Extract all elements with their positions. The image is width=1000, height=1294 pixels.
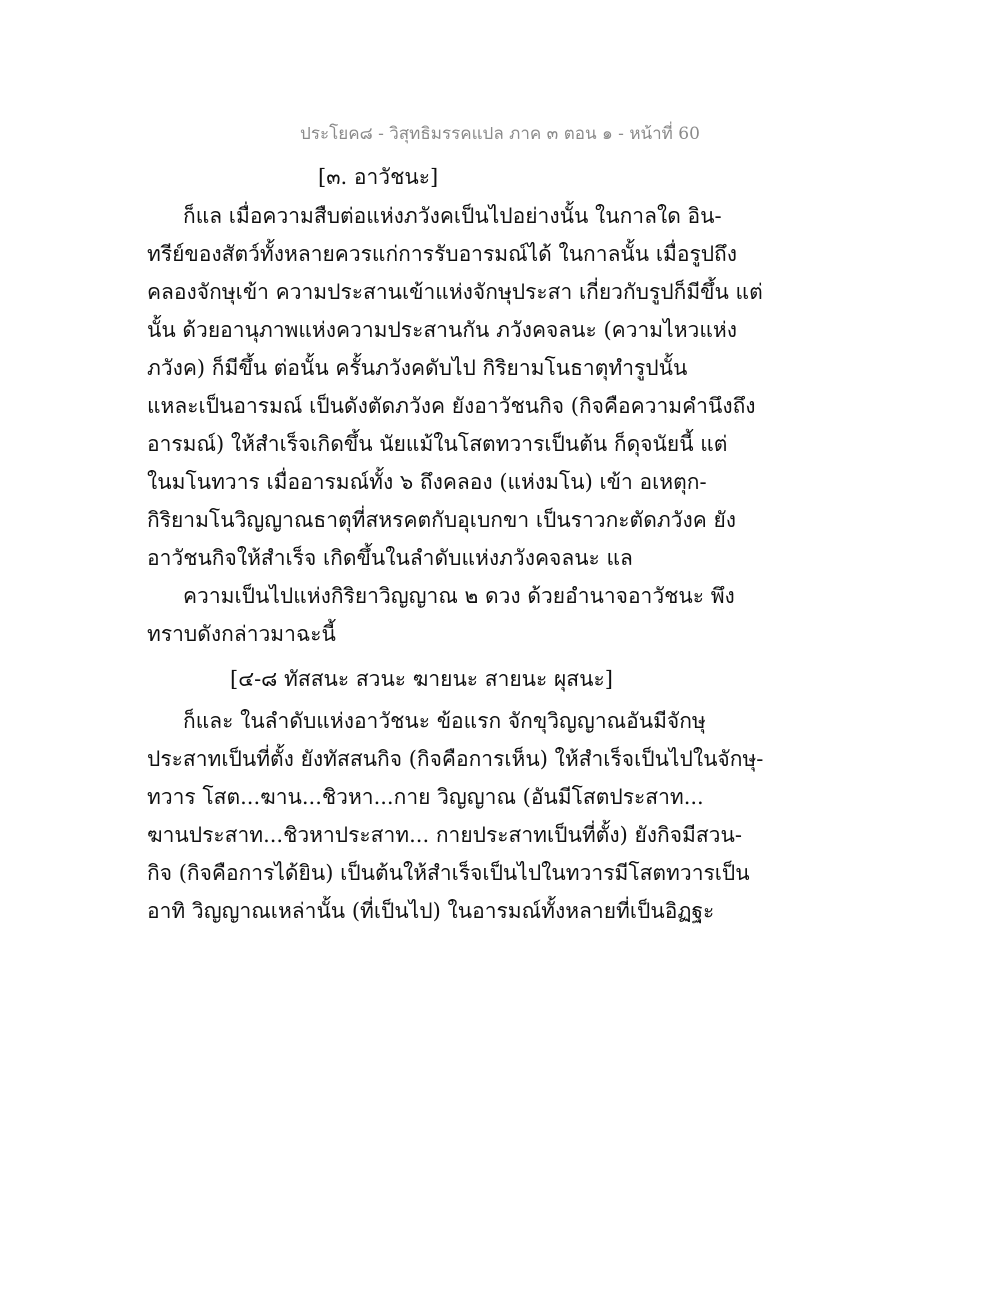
text-line: ในมโนทวาร เมื่ออารมณ์ทั้ง ๖ ถึงคลอง (แห่งมโน) เข้า อเหตุก- bbox=[147, 470, 707, 494]
text-line: ประสาทเป็นที่ตั้ง ยังทัสสนกิจ (กิจคือการเห็น) ให้สำเร็จเป็นไปในจักษุ- bbox=[147, 747, 764, 771]
text-line: แหละเป็นอารมณ์ เป็นดังตัดภวังค ยังอาวัชนกิจ (กิจคือความคำนึงถึง bbox=[147, 394, 756, 418]
text-line: นั้น ด้วยอานุภาพแห่งความประสานกัน ภวังคจลนะ (ความไหวแห่ง bbox=[147, 318, 737, 342]
text-line: กิริยามโนวิญญาณธาตุที่สหรคตกับอุเบกขา เป็นราวกะตัดภวังค ยัง bbox=[147, 508, 737, 532]
page-header: ประโยค๘ - วิสุทธิมรรคแปล ภาค ๓ ตอน ๑ - หน้าที่ 60 bbox=[300, 124, 700, 144]
text-line: กิจ (กิจคือการได้ยิน) เป็นต้นให้สำเร็จเป็นไปในทวารมีโสตทวารเป็น bbox=[147, 861, 750, 885]
section-heading-avajjana: [๓. อาวัชนะ] bbox=[318, 165, 439, 189]
text-line: ความเป็นไปแห่งกิริยาวิญญาณ ๒ ดวง ด้วยอำนาจอาวัชนะ พึง bbox=[183, 584, 735, 608]
text-line: ฆานประสาท...ชิวหาประสาท... กายประสาทเป็นที่ตั้ง) ยังกิจมีสวน- bbox=[147, 823, 742, 847]
text-line: อารมณ์) ให้สำเร็จเกิดขึ้น นัยแม้ในโสตทวารเป็นต้น ก็ดุจนัยนี้ แต่ bbox=[147, 432, 728, 456]
text-line: อาทิ วิญญาณเหล่านั้น (ที่เป็นไป) ในอารมณ์ทั้งหลายที่เป็นอิฏฐะ bbox=[147, 899, 715, 923]
text-line: อาวัชนกิจให้สำเร็จ เกิดขึ้นในลำดับแห่งภวังคจลนะ แล bbox=[147, 546, 633, 570]
section-heading-dassana: [๔-๘ ทัสสนะ สวนะ ฆายนะ สายนะ ผุสนะ] bbox=[230, 667, 613, 691]
text-line: คลองจักษุเข้า ความประสานเข้าแห่งจักษุประสา เกี่ยวกับรูปก็มีขึ้น แต่ bbox=[147, 280, 763, 304]
text-line: ภวังค) ก็มีขึ้น ต่อนั้น ครั้นภวังคดับไป กิริยามโนธาตุทำรูปนั้น bbox=[147, 356, 688, 380]
text-line: ทวาร โสต...ฆาน...ชิวหา...กาย วิญญาณ (อันมีโสตประสาท... bbox=[147, 785, 704, 809]
text-line: ก็แล เมื่อความสืบต่อแห่งภวังคเป็นไปอย่างนั้น ในกาลใด อิน- bbox=[183, 204, 722, 228]
text-line: ทรีย์ของสัตว์ทั้งหลายควรแก่การรับอารมณ์ได้ ในกาลนั้น เมื่อรูปถึง bbox=[147, 242, 738, 266]
text-line: ทราบดังกล่าวมาฉะนี้ bbox=[147, 622, 336, 646]
text-line: ก็และ ในลำดับแห่งอาวัชนะ ข้อแรก จักขุวิญญาณอันมีจักษุ bbox=[183, 709, 706, 733]
